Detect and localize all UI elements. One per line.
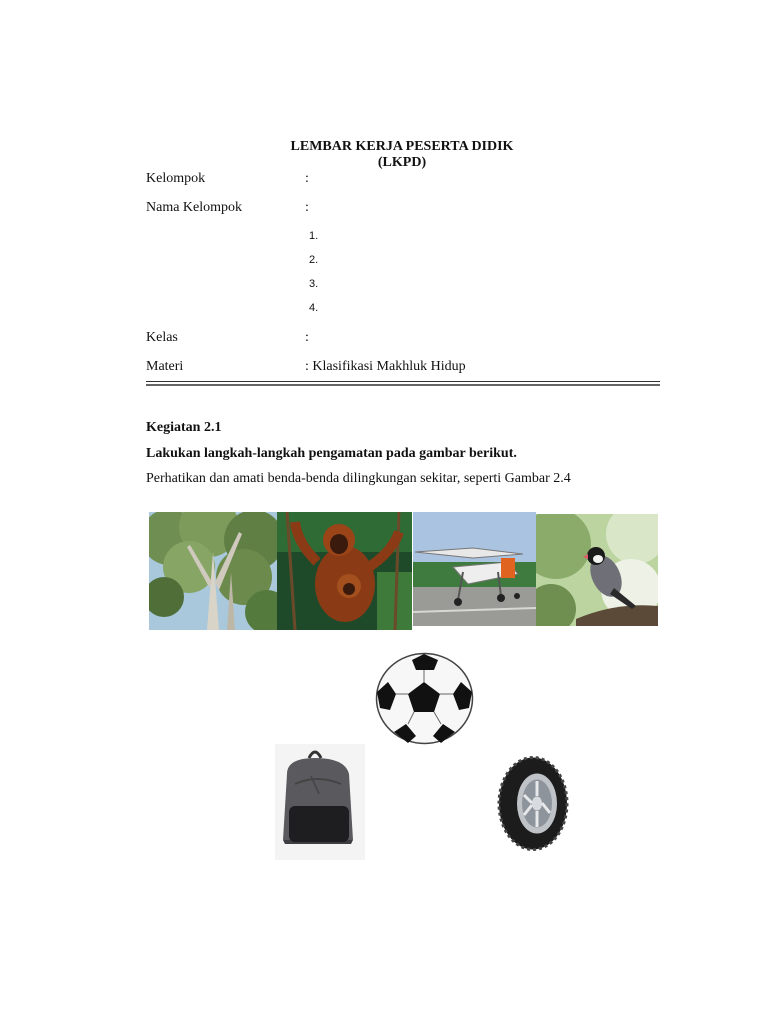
airplane-photo: [413, 512, 536, 626]
worksheet-subtitle: (LKPD): [377, 155, 427, 170]
member-number-3: 3.: [309, 278, 319, 290]
divider-line-bottom: [146, 384, 660, 386]
kelas-label: Kelas: [146, 330, 178, 345]
nama-kelompok-label: Nama Kelompok: [146, 200, 243, 215]
materi-value: : Klasifikasi Makhluk Hidup: [305, 359, 466, 374]
backpack-photo: [275, 744, 365, 860]
nama-kelompok-colon: :: [305, 200, 309, 215]
member-number-2: 2.: [309, 254, 319, 266]
orangutan-photo: [277, 512, 412, 630]
member-number-1: 1.: [309, 230, 319, 242]
activity-description: Perhatikan dan amati benda-benda dilingkungan sekitar, seperti Gambar 2.4: [146, 471, 571, 486]
tree-photo: [149, 512, 277, 630]
materi-label: Materi: [146, 359, 184, 374]
member-number-4: 4.: [309, 302, 319, 314]
activity-heading: Kegiatan 2.1: [146, 420, 222, 435]
soccer-ball-photo: [374, 652, 475, 745]
tire-photo: [497, 755, 569, 852]
activity-instruction: Lakukan langkah-langkah pengamatan pada gambar berikut.: [146, 446, 517, 461]
kelompok-label: Kelompok: [146, 171, 206, 186]
divider-line-top: [146, 381, 660, 382]
kelompok-colon: :: [305, 171, 309, 186]
worksheet-title: LEMBAR KERJA PESERTA DIDIK: [290, 139, 514, 154]
bird-photo: [536, 514, 658, 626]
kelas-colon: :: [305, 330, 309, 345]
